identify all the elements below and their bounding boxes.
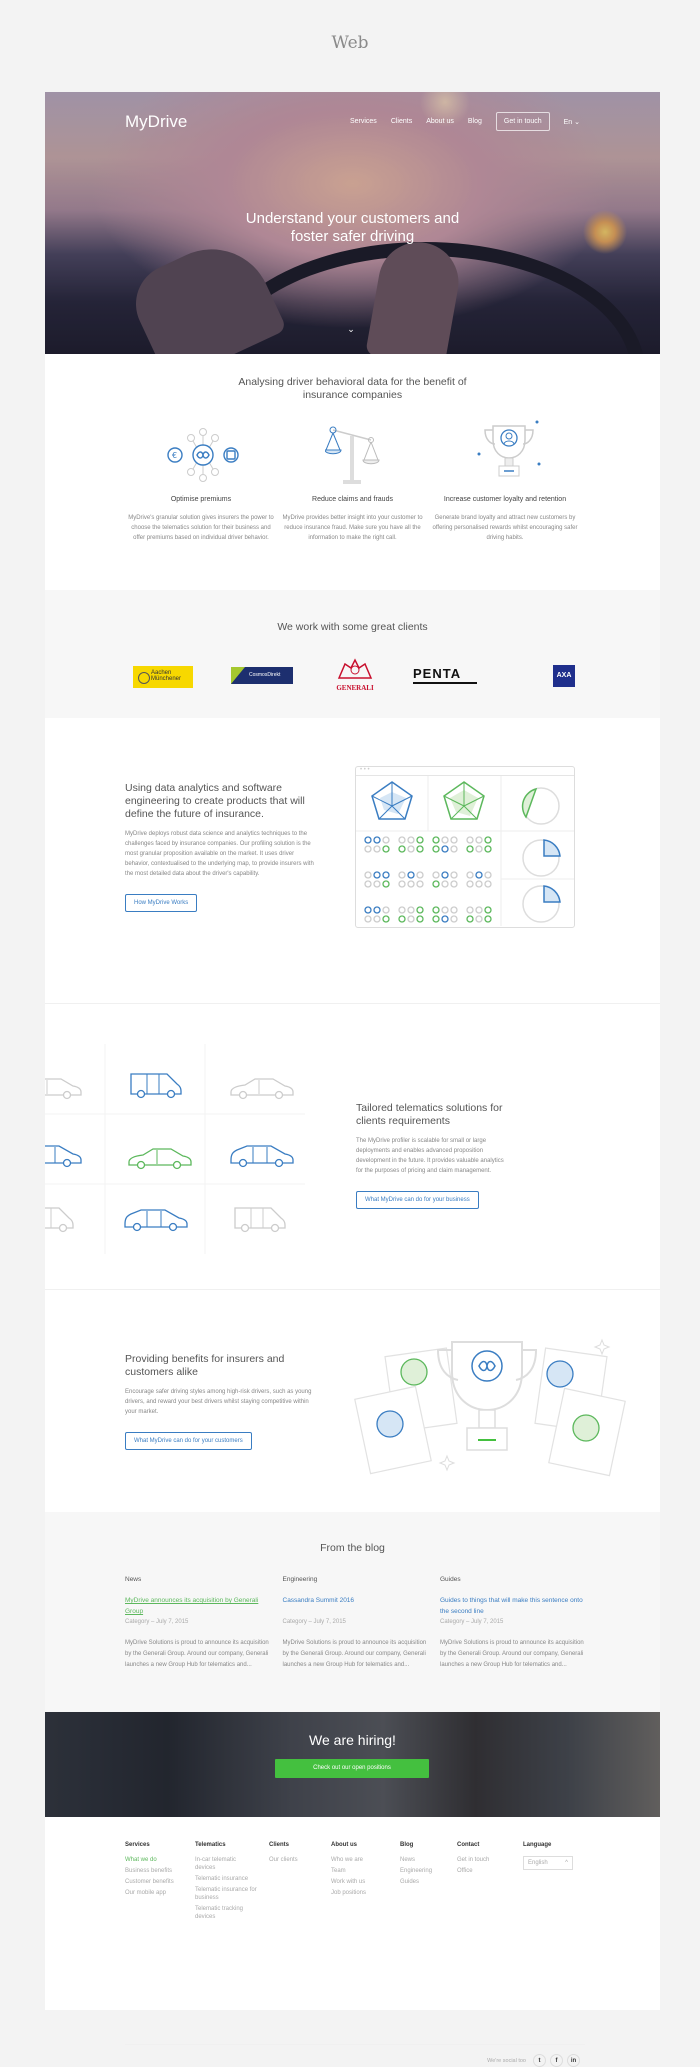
blog-post-link[interactable]: Guides to things that will make this sentence onto the second line [440,1597,583,1615]
feature-text: MyDrive's granular solution gives insurers the power to choose the telematics solution for their business and offer premiums based on individual driver behavior. [128,515,274,541]
footer-heading: Telematics [195,1842,226,1848]
page-label: Web [331,33,369,53]
telematics-section [45,1004,660,1290]
footer-link[interactable]: News [400,1857,416,1863]
footer-link[interactable]: Our mobile app [125,1890,167,1896]
footer-link[interactable]: Customer benefits [125,1879,174,1885]
blog-meta: Category – July 7, 2015 [125,1619,189,1625]
footer-heading: About us [331,1842,357,1848]
section-heading: Providing benefits for insurers and customers alike [125,1353,285,1378]
feature-customer-loyalty [430,496,580,543]
footer-heading: Contact [457,1842,480,1848]
benefits-section [45,1290,660,1512]
dashboard-illustration [355,766,575,928]
blog-post [283,1576,428,1671]
customers-button[interactable]: What MyDrive can do for your customers [125,1432,252,1450]
logo[interactable]: MyDrive [125,112,188,131]
blog-post-link[interactable]: Cassandra Summit 2016 [282,1597,355,1604]
footer-link[interactable]: Team [331,1868,346,1874]
blog-meta: Category – July 7, 2015 [440,1619,504,1625]
language-value: English [528,1860,548,1866]
footer-link[interactable]: Who we are [331,1857,364,1863]
footer-heading: Clients [269,1842,290,1848]
chevron-down-icon[interactable]: ⌄ [347,324,355,334]
feature-text: Generate brand loyalty and attract new customers by offering personalised rewards whilst encouraging safer driving habits. [432,515,578,541]
website-mockup [45,92,660,2064]
business-button[interactable]: What MyDrive can do for your business [356,1191,479,1209]
footer-heading: Blog [400,1842,414,1848]
blog-post [125,1576,270,1671]
footer-link[interactable]: Engineering [400,1868,433,1874]
footer-heading: Language [523,1842,552,1848]
svg-text:€: € [172,451,178,460]
section-title [45,376,660,402]
title-line: insurance companies [302,389,403,401]
feature-text: MyDrive provides better insight into your customer to reduce insurance fraud. Make sure you have all the information to make the right call. [282,515,423,541]
dashboard-charts [356,776,574,926]
client-logo-cosmosdirekt: CosmosDirekt [231,667,293,684]
how-mydrive-works-button[interactable]: How MyDrive Works [125,894,197,912]
blog-section [45,1512,660,1712]
window-dots: • • • [356,767,574,776]
footer-link[interactable]: Get in touch [457,1857,490,1863]
blog-excerpt: MyDrive Solutions is proud to announce its acquisition by the Generali Group. Around our company, Generali launches a new Group Hub for telematics and... [440,1640,584,1668]
feature-title: Increase customer loyalty and retention [443,496,567,503]
social-label: We're social too [487,2057,526,2064]
section-text: Encourage safer driving styles among high-risk drivers, such as young drivers, and reward your best drivers whilst staying competitive within your market. [125,1389,312,1415]
title-line: Analysing driver behavioral data for the benefit of [238,376,467,388]
footer-link[interactable]: Telematic insurance for business [195,1887,257,1901]
vehicles-illustration [45,1044,305,1254]
footer-col-services [125,1842,185,1900]
trophy-reviews-illustration [350,1328,630,1483]
section-heading: Using data analytics and software engineering to create products that will define the future of insurance. [125,782,305,820]
blog-category: Engineering [282,1576,318,1583]
section-title: From the blog [320,1542,385,1554]
blog-category: News [125,1576,142,1583]
footer-col-about [331,1842,386,1900]
footer-heading: Services [125,1842,150,1848]
language-dropdown[interactable]: En ⌄ [563,118,580,126]
hero-title-line: Understand your customers and [245,210,460,227]
blog-excerpt: MyDrive Solutions is proud to announce its acquisition by the Generali Group. Around our company, Generali launches a new Group Hub for telematics and... [125,1640,269,1668]
get-in-touch-button[interactable]: Get in touch [496,112,550,131]
language-select[interactable] [523,1856,573,1870]
feature-optimise-premiums [126,496,276,543]
footer-link[interactable]: Business benefits [125,1868,173,1874]
section-title: We work with some great clients [277,621,428,633]
scales-icon [325,424,385,484]
client-logo-aachen-muenchener: Aachen Münchener [133,666,193,688]
nav-clients[interactable]: Clients [390,118,413,125]
footer-col-clients [269,1842,319,1867]
feature-title: Reduce claims and frauds [312,496,393,503]
open-positions-button[interactable]: Check out our open positions [275,1759,429,1778]
generali-wordmark: GENERALI [336,684,374,692]
client-logo-penta: PENTA [413,666,477,684]
client-logo-generali [333,658,377,692]
network-icon [163,426,243,486]
feature-title: Optimise premiums [170,496,232,503]
footer-col-contact [457,1842,507,1878]
features-section [45,354,660,590]
analytics-section [45,718,660,1004]
footer-divider [125,2044,585,2045]
footer-link[interactable]: Telematic tracking devices [195,1906,244,1920]
section-text: MyDrive deploys robust data science and analytics techniques to the challenges faced by insurance companies. Our profiling solution is the most granular proposition available on the market. It uses driver behavior, contextualised to the underlying map, to provide insurers with the most detailed data about the driver's capability. [125,831,314,877]
blog-post [440,1576,585,1671]
footer-col-telematics [195,1842,257,1924]
nav-services[interactable]: Services [349,118,377,125]
social-links [487,2054,580,2067]
footer-link[interactable]: In-car telematic devices [195,1857,237,1871]
hiring-banner [45,1712,660,1817]
feature-reduce-claims [280,496,425,543]
nav-blog[interactable]: Blog [467,118,482,125]
footer-link[interactable]: Guides [400,1879,420,1885]
footer-col-language [523,1842,583,1870]
blog-meta: Category – July 7, 2015 [282,1619,346,1625]
footer-link[interactable]: Job positions [331,1890,367,1896]
section-heading: Tailored telematics solutions for clients requirements [356,1102,503,1127]
footer [45,1817,660,2064]
nav-about-us[interactable]: About us [426,118,454,125]
chevron-up-icon: ^ [565,1860,568,1866]
blog-post-link[interactable]: MyDrive announces its acquisition by Generali Group [125,1597,259,1615]
hiring-title: We are hiring! [309,1732,396,1748]
top-nav [45,92,660,144]
twitter-icon[interactable]: t [533,2054,546,2067]
hero-title [45,210,660,246]
footer-link[interactable]: Office [457,1868,473,1874]
footer-link[interactable]: Telematic insurance [195,1876,249,1882]
footer-link[interactable]: Our clients [269,1857,298,1863]
footer-link[interactable]: Work with us [331,1879,366,1885]
hero-section [45,92,660,354]
client-logo-axa: AXA [553,665,575,687]
hero-title-line: foster safer driving [290,228,415,245]
linkedin-icon[interactable]: in [567,2054,580,2067]
blog-category: Guides [440,1576,461,1583]
facebook-icon[interactable]: f [550,2054,563,2067]
clients-section [45,590,660,718]
footer-col-blog [400,1842,445,1889]
section-text: The MyDrive profiler is scalable for small or large deployments and enables advanced proposition development in the future. It provides valuable analytics for the purposes of pricing and claim management. [356,1138,504,1174]
trophy-icon [475,420,545,480]
blog-excerpt: MyDrive Solutions is proud to announce its acquisition by the Generali Group. Around our company, Generali launches a new Group Hub for telematics and... [282,1640,427,1668]
footer-link[interactable]: What we do [125,1857,157,1863]
